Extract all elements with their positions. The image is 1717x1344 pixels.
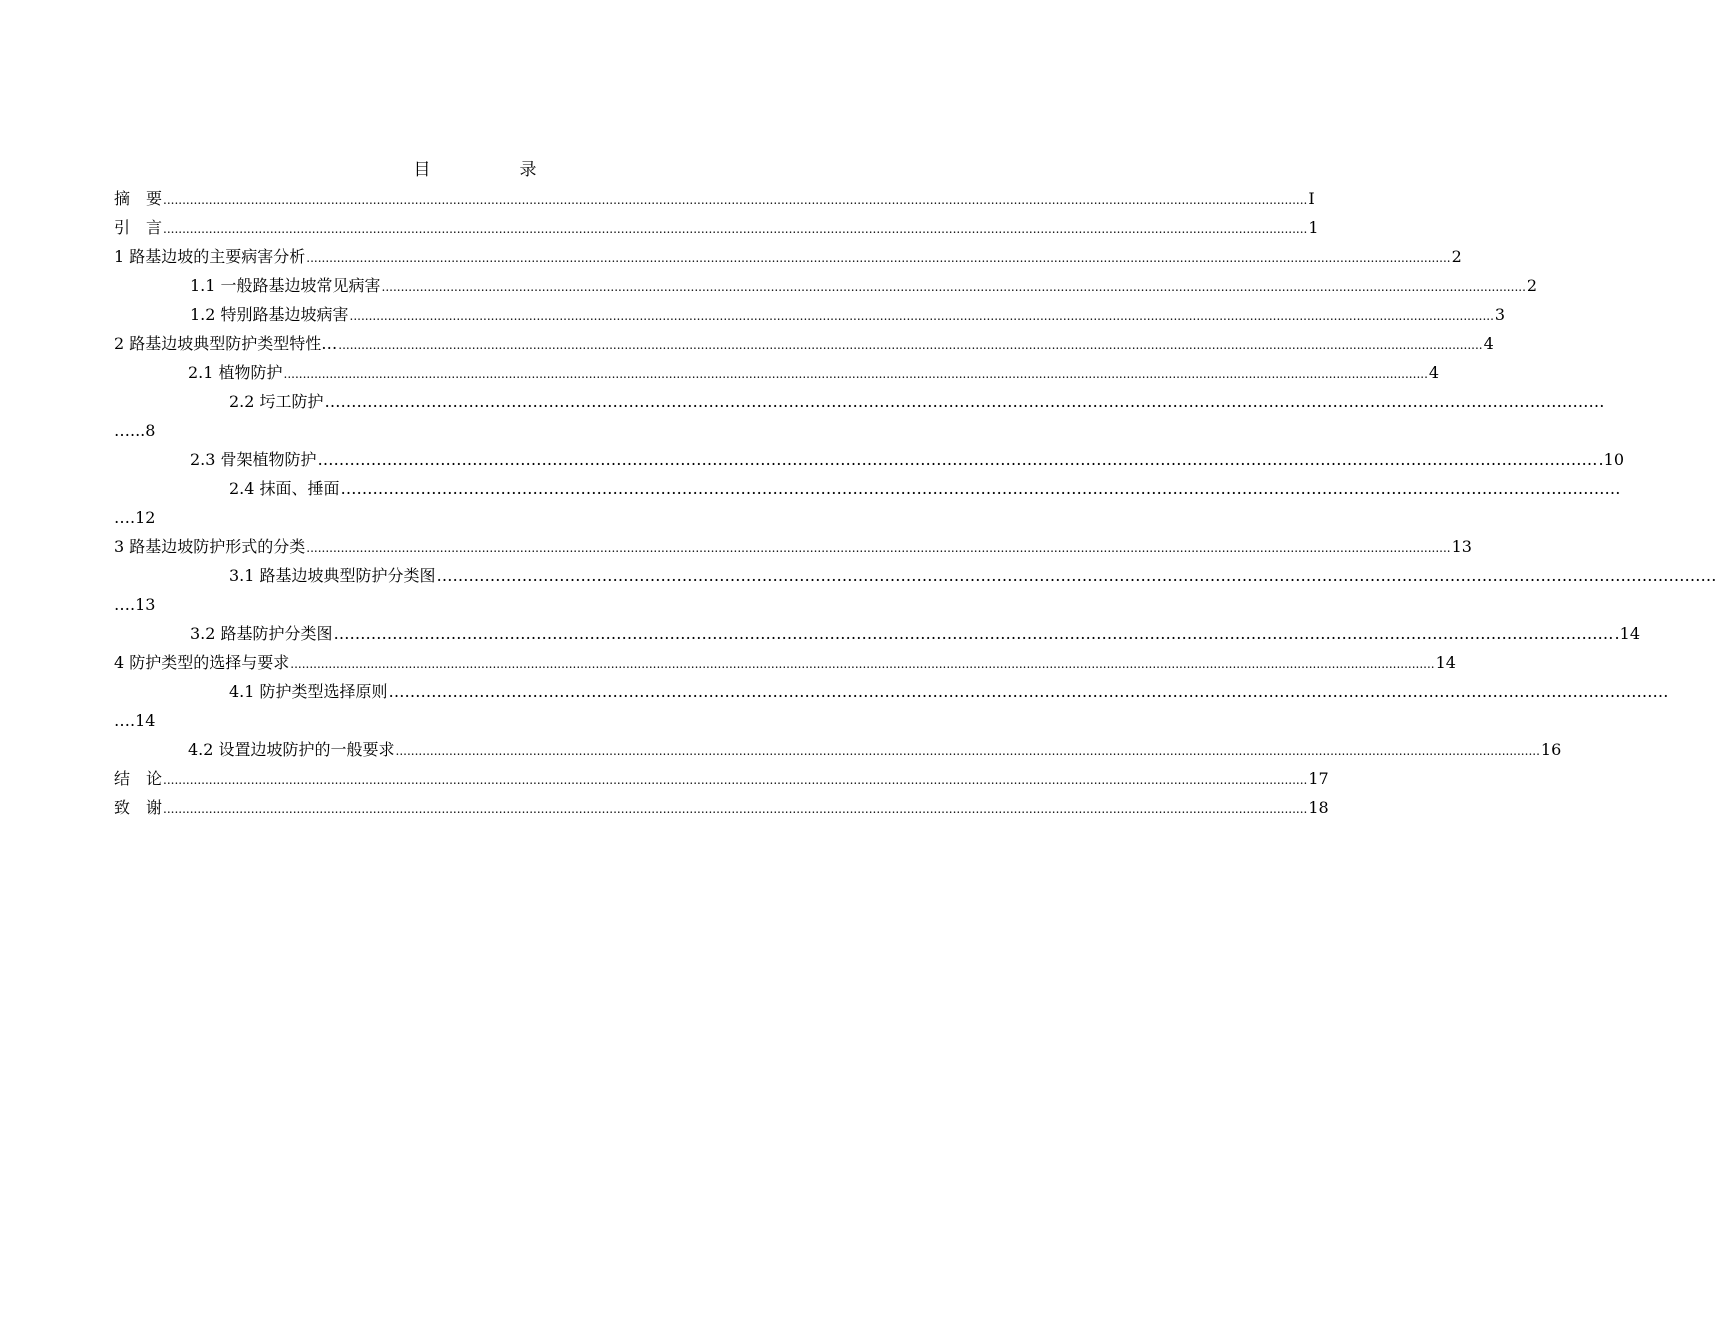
toc-entry-label: 2 路基边坡典型防护类型特性… [114, 334, 338, 353]
dot-leader: ............................................................................................................................................................................................................................................................................................................ [283, 367, 1428, 381]
toc-entry-chapter-4[interactable] [114, 652, 1456, 675]
dot-leader: ............................................................................................................................................................................................................................................................................................................ [395, 744, 1540, 758]
toc-entry-page: 4 [1428, 363, 1440, 382]
dot-leader: ............................................................................................................................................................................................................................................................................................................ [163, 773, 1308, 787]
toc-entry-page: I [1308, 189, 1315, 208]
toc-entry-label: 2.1 植物防护 [188, 363, 283, 382]
dot-leader: …………………………………………………………………………………………………………………………………………………………………………………………………………………… [317, 450, 1598, 469]
dot-leader: ............................................................................................................................................................................................................................................................................................................ [306, 251, 1451, 265]
toc-entry-page: 13 [1451, 537, 1472, 556]
toc-entry-section-3-1[interactable] [229, 565, 1717, 587]
toc-entry-chapter-1[interactable] [114, 246, 1462, 269]
toc-entry-section-4-1[interactable] [229, 681, 1669, 703]
dot-leader: ............................................................................................................................................................................................................................................................................................................ [163, 802, 1308, 816]
toc-entry-page: …...8 [114, 421, 156, 440]
dot-leader: …………………………………………………………………………………………………………………………………………………………………………………………………………………… [333, 624, 1614, 643]
toc-entry-page: 16 [1540, 740, 1562, 759]
dot-leader: ............................................................................................................................................................................................................................................................................................................ [163, 193, 1308, 207]
toc-entry-section-3-2[interactable] [190, 623, 1640, 645]
toc-entry-page: 3 [1494, 305, 1506, 324]
toc-entry-page: .14 [1614, 624, 1640, 643]
toc-entry-label: 3 路基边坡防护形式的分类 [114, 537, 306, 556]
toc-entry-section-4-2[interactable] [188, 739, 1562, 762]
dot-leader: ............................................................................................................................................................................................................................................................................................................ [306, 541, 1451, 555]
toc-entry-page: ….13 [114, 595, 156, 614]
toc-entry-label: 2.3 骨架植物防护 [190, 450, 317, 469]
dot-leader: ............................................................................................................................................................................................................................................................................................................ [290, 657, 1435, 671]
toc-entry-section-1-1[interactable] [190, 275, 1538, 298]
toc-entry-abstract[interactable] [114, 188, 1315, 211]
toc-entry-page: 18 [1308, 798, 1329, 817]
toc-entry-section-2-1[interactable] [188, 362, 1440, 385]
toc-entry-label: 2.2 圬工防护 [229, 392, 324, 411]
toc-entry-page: 2 [1451, 247, 1462, 266]
toc-entry-introduction[interactable] [114, 217, 1319, 240]
toc-entry-page: .10 [1598, 450, 1624, 469]
toc-entry-label: 致 谢 [114, 798, 163, 817]
toc-entry-page: 17 [1308, 769, 1329, 788]
toc-entry-label: 1.2 特别路基边坡病害 [190, 305, 349, 324]
toc-entry-label: 4 防护类型的选择与要求 [114, 653, 290, 672]
toc-entry-section-2-2[interactable] [229, 391, 1605, 413]
dot-leader: …………………………………………………………………………………………………………………………………………………………………………………………………………………… [436, 566, 1717, 585]
dot-leader: …………………………………………………………………………………………………………………………………………………………………………………………………………………… [388, 682, 1669, 701]
dot-leader: …………………………………………………………………………………………………………………………………………………………………………………………………………………… [340, 479, 1621, 498]
toc-entry-label: 4.2 设置边坡防护的一般要求 [188, 740, 395, 759]
toc-entry-page: 1 [1308, 218, 1319, 237]
dot-leader: …………………………………………………………………………………………………………………………………………………………………………………………………………………… [324, 392, 1605, 411]
toc-entry-conclusion[interactable] [114, 768, 1329, 791]
toc-entry-label: 1 路基边坡的主要病害分析 [114, 247, 306, 266]
toc-entry-page: ….14 [114, 711, 156, 730]
toc-entry-section-2-3[interactable] [190, 449, 1624, 471]
dot-leader: ............................................................................................................................................................................................................................................................................................................ [349, 309, 1494, 323]
toc-entry-section-2-4[interactable] [229, 478, 1621, 500]
dot-leader: ............................................................................................................................................................................................................................................................................................................ [163, 222, 1308, 236]
toc-entry-label: 摘 要 [114, 189, 163, 208]
toc-entry-label: 结 论 [114, 769, 163, 788]
toc-entry-label: 1.1 一般路基边坡常见病害 [190, 276, 381, 295]
toc-entry-page: 14 [1435, 653, 1456, 672]
toc-entry-label: 3.2 路基防护分类图 [190, 624, 333, 643]
toc-entry-chapter-3[interactable] [114, 536, 1472, 559]
toc-entry-page: 4 [1483, 334, 1494, 353]
toc-entry-acknowledgements[interactable] [114, 797, 1329, 820]
toc-entry-section-1-2[interactable] [190, 304, 1506, 327]
dot-leader: ............................................................................................................................................................................................................................................................................................................ [338, 338, 1483, 352]
toc-title: 目 录 [413, 160, 573, 180]
toc-entry-label: 3.1 路基边坡典型防护分类图 [229, 566, 436, 585]
toc-entry-label: 4.1 防护类型选择原则 [229, 682, 388, 701]
toc-entry-label: 引 言 [114, 218, 163, 237]
toc-entry-label: 2.4 抹面、捶面 [229, 479, 340, 498]
dot-leader: ............................................................................................................................................................................................................................................................................................................ [381, 280, 1526, 294]
toc-entry-chapter-2[interactable] [114, 333, 1494, 356]
toc-entry-page: ….12 [114, 508, 156, 527]
toc-entry-page: 2 [1526, 276, 1538, 295]
